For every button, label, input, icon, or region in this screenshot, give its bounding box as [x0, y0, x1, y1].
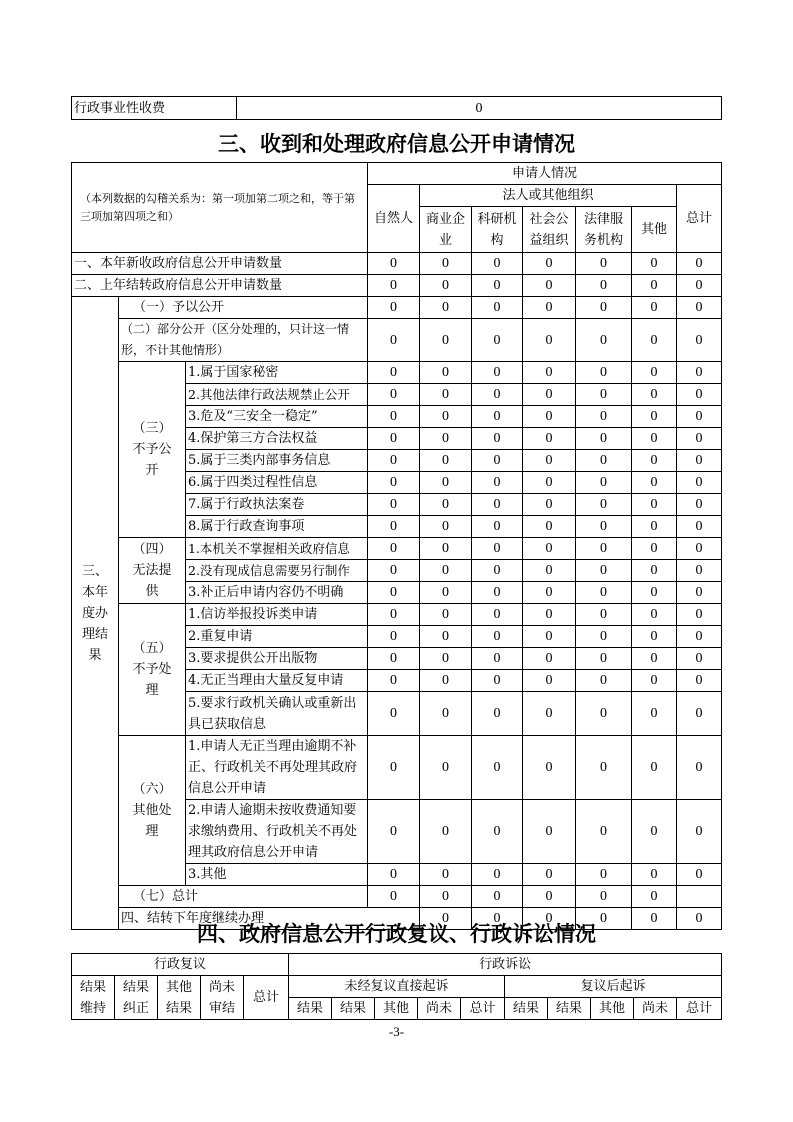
row-label: 6.属于四类过程性信息 [186, 472, 368, 494]
cell: 0 [420, 516, 472, 538]
row-label: 4.保护第三方合法权益 [186, 428, 368, 450]
cell: 0 [472, 864, 523, 886]
cell: 0 [523, 604, 576, 626]
cell: 0 [632, 472, 677, 494]
row-label: 1.属于国家秘密 [186, 362, 368, 384]
cell: 0 [472, 275, 523, 297]
cell: 0 [523, 362, 576, 384]
lit-col: 结果 [548, 998, 591, 1020]
fee-value: 0 [237, 97, 722, 120]
cell: 0 [420, 736, 472, 800]
cell: 0 [420, 362, 472, 384]
table-row [72, 736, 722, 800]
cell: 0 [632, 297, 677, 319]
row-label: 3.危及“三安全一稳定” [186, 406, 368, 428]
cell: 0 [368, 297, 420, 319]
cell: 0 [472, 908, 523, 930]
cell: 0 [677, 428, 722, 450]
cell: 0 [576, 428, 632, 450]
direct-suit-header: 未经复议直接起诉 [289, 976, 505, 998]
cell: 0 [677, 384, 722, 406]
legal-entity-header: 法人或其他组织 [420, 185, 677, 207]
cell: 0 [368, 692, 420, 736]
cell: 0 [368, 886, 420, 908]
cell: 0 [420, 428, 472, 450]
cell: 0 [472, 472, 523, 494]
cell: 0 [420, 319, 472, 362]
cell: 0 [576, 692, 632, 736]
cell: 0 [420, 450, 472, 472]
cell: 0 [523, 908, 576, 930]
row-label: （二）部分公开（区分处理的，只计这一情形，不计其他情形） [119, 319, 368, 362]
cell: 0 [420, 406, 472, 428]
cell: 0 [368, 582, 420, 604]
table-row [72, 275, 722, 297]
cell: 0 [677, 560, 722, 582]
cell: 0 [368, 670, 420, 692]
table-row [72, 604, 722, 626]
cell: 0 [632, 384, 677, 406]
row-label: 3.补正后申请内容仍不明确 [186, 582, 368, 604]
cell: 0 [632, 800, 677, 864]
cell: 0 [677, 494, 722, 516]
other-header: 其他 [632, 207, 677, 253]
row-label: 4.无正当理由大量反复申请 [186, 670, 368, 692]
cell: 0 [472, 538, 523, 560]
after-review-header: 复议后起诉 [505, 976, 722, 998]
row-label: 1.申请人无正当理由逾期不补正、行政机关不再处理其政府信息公开申请 [186, 736, 368, 800]
cell: 0 [472, 886, 523, 908]
cell: 0 [472, 253, 523, 275]
cell: 0 [472, 516, 523, 538]
cell: 0 [368, 648, 420, 670]
cell: 0 [472, 494, 523, 516]
cell: 0 [523, 864, 576, 886]
cell: 0 [677, 538, 722, 560]
cell: 0 [368, 450, 420, 472]
cell: 0 [472, 450, 523, 472]
row-label: 1.本机关不掌握相关政府信息 [186, 538, 368, 560]
litigation-header: 行政诉讼 [289, 954, 722, 976]
lit-col: 结果 [289, 998, 332, 1020]
cell: 0 [677, 908, 722, 930]
cell: 0 [677, 626, 722, 648]
row-label: （一）予以公开 [119, 297, 368, 319]
cell: 0 [576, 560, 632, 582]
review-col: 结果维持 [72, 976, 115, 1020]
cell: 0 [420, 472, 472, 494]
row-label: 5.属于三类内部事务信息 [186, 450, 368, 472]
cell: 0 [576, 736, 632, 800]
cell: 0 [420, 648, 472, 670]
results-label: 三、本年度办理结果 [72, 297, 119, 930]
cell: 0 [368, 800, 420, 864]
cell: 0 [576, 886, 632, 908]
page-number: -3- [388, 1024, 405, 1039]
cell: 0 [523, 692, 576, 736]
table-note: （本列数据的勾稽关系为：第一项加第二项之和，等于第三项加第四项之和） [72, 163, 368, 253]
cell: 0 [677, 736, 722, 800]
cell: 0 [632, 626, 677, 648]
fee-table [71, 96, 722, 120]
cell: 0 [523, 736, 576, 800]
cell: 0 [523, 450, 576, 472]
cell: 0 [632, 253, 677, 275]
cell: 0 [368, 362, 420, 384]
cell: 0 [632, 450, 677, 472]
review-col: 其他结果 [158, 976, 201, 1020]
cell: 0 [472, 604, 523, 626]
cell: 0 [368, 604, 420, 626]
cell: 0 [420, 582, 472, 604]
group-label: （五）不予处理 [119, 604, 186, 736]
cell: 0 [523, 538, 576, 560]
section4-title: 四、政府信息公开行政复议、行政诉讼情况 [197, 922, 596, 946]
cell: 0 [632, 362, 677, 384]
cell: 0 [523, 670, 576, 692]
lit-col: 尚未 [634, 998, 677, 1020]
row-label: 8.属于行政查询事项 [186, 516, 368, 538]
cell: 0 [677, 406, 722, 428]
cell: 0 [523, 800, 576, 864]
cell: 0 [632, 406, 677, 428]
cell: 0 [576, 494, 632, 516]
lit-col: 其他 [591, 998, 634, 1020]
cell: 0 [472, 560, 523, 582]
natural-person-header: 自然人 [368, 185, 420, 253]
lit-col: 尚未 [418, 998, 461, 1020]
cell: 0 [677, 648, 722, 670]
cell: 0 [420, 864, 472, 886]
cell: 0 [368, 864, 420, 886]
table-row [72, 362, 722, 384]
cell: 0 [368, 319, 420, 362]
cell: 0 [632, 886, 677, 908]
table-row [72, 253, 722, 275]
cell: 0 [420, 626, 472, 648]
cell: 0 [420, 886, 472, 908]
row-label: 一、本年新收政府信息公开申请数量 [72, 253, 368, 275]
table-row [72, 297, 722, 319]
cell: 0 [472, 406, 523, 428]
cell: 0 [677, 253, 722, 275]
review-col: 尚未审结 [201, 976, 244, 1020]
cell: 0 [576, 800, 632, 864]
cell: 0 [677, 670, 722, 692]
cell: 0 [523, 494, 576, 516]
cell: 0 [420, 297, 472, 319]
total-header: 总计 [677, 185, 722, 253]
section3-title: 三、收到和处理政府信息公开申请情况 [218, 132, 575, 156]
cell: 0 [523, 582, 576, 604]
cell: 0 [576, 472, 632, 494]
cell: 0 [632, 604, 677, 626]
cell: 0 [632, 670, 677, 692]
cell: 0 [368, 560, 420, 582]
review-col: 结果纠正 [115, 976, 158, 1020]
cell: 0 [523, 275, 576, 297]
cell: 0 [420, 604, 472, 626]
cell: 0 [368, 275, 420, 297]
cell: 0 [576, 670, 632, 692]
cell: 0 [472, 670, 523, 692]
cell: 0 [677, 692, 722, 736]
cell: 0 [368, 736, 420, 800]
row-label: 2.其他法律行政法规禁止公开 [186, 384, 368, 406]
review-header: 行政复议 [72, 954, 289, 976]
legal-service-header: 法律服务机构 [576, 207, 632, 253]
cell: 0 [632, 736, 677, 800]
cell: 0 [677, 864, 722, 886]
cell: 0 [523, 406, 576, 428]
lit-col: 其他 [375, 998, 418, 1020]
applicant-header: 申请人情况 [368, 163, 722, 185]
cell: 0 [576, 297, 632, 319]
cell: 0 [472, 384, 523, 406]
cell: 0 [632, 692, 677, 736]
cell: 0 [420, 692, 472, 736]
table-row [72, 538, 722, 560]
row-label: 7.属于行政执法案卷 [186, 494, 368, 516]
cell: 0 [576, 384, 632, 406]
cell: 0 [472, 297, 523, 319]
cell: 0 [523, 648, 576, 670]
cell: 0 [472, 319, 523, 362]
cell: 0 [420, 670, 472, 692]
lit-col: 结果 [505, 998, 548, 1020]
row-label: 3.其他 [186, 864, 368, 886]
table-row [72, 886, 722, 908]
row-label: 四、结转下年度继续办理 [119, 908, 420, 930]
lit-col: 结果 [332, 998, 375, 1020]
cell: 0 [523, 886, 576, 908]
cell: 0 [420, 494, 472, 516]
cell: 0 [472, 800, 523, 864]
cell: 0 [368, 494, 420, 516]
cell: 0 [523, 472, 576, 494]
cell: 0 [677, 516, 722, 538]
cell: 0 [632, 494, 677, 516]
cell: 0 [632, 582, 677, 604]
group-label: （六）其他处理 [119, 736, 186, 886]
table-row [72, 319, 722, 362]
review-litigation-table [71, 953, 722, 1020]
row-label: 5.要求行政机关确认或重新出具已获取信息 [186, 692, 368, 736]
social-header: 社会公益组织 [523, 207, 576, 253]
cell: 0 [677, 275, 722, 297]
cell: 0 [523, 516, 576, 538]
cell: 0 [368, 516, 420, 538]
cell: 0 [632, 560, 677, 582]
cell: 0 [368, 538, 420, 560]
cell: 0 [632, 516, 677, 538]
cell: 0 [576, 604, 632, 626]
cell: 0 [523, 297, 576, 319]
cell: 0 [677, 582, 722, 604]
row-label: 2.没有现成信息需要另行制作 [186, 560, 368, 582]
cell: 0 [576, 362, 632, 384]
cell: 0 [368, 406, 420, 428]
lit-col: 总计 [677, 998, 722, 1020]
cell: 0 [576, 319, 632, 362]
cell: 0 [420, 800, 472, 864]
cell: 0 [632, 538, 677, 560]
cell: 0 [472, 362, 523, 384]
row-label: 3.要求提供公开出版物 [186, 648, 368, 670]
cell: 0 [576, 406, 632, 428]
row-label: 2.申请人逾期未按收费通知要求缴纳费用、行政机关不再处理其政府信息公开申请 [186, 800, 368, 864]
cell: 0 [677, 800, 722, 864]
cell: 0 [420, 908, 472, 930]
cell: 0 [472, 428, 523, 450]
cell: 0 [368, 253, 420, 275]
cell: 0 [523, 560, 576, 582]
cell: 0 [632, 428, 677, 450]
applications-table [71, 162, 722, 930]
cell: 0 [576, 582, 632, 604]
cell: 0 [677, 472, 722, 494]
cell: 0 [632, 319, 677, 362]
cell: 0 [576, 516, 632, 538]
lit-col: 总计 [461, 998, 505, 1020]
fee-label: 行政事业性收费 [72, 97, 237, 120]
cell: 0 [368, 428, 420, 450]
row-label: 1.信访举报投诉类申请 [186, 604, 368, 626]
cell: 0 [677, 297, 722, 319]
cell: 0 [677, 319, 722, 362]
cell: 0 [472, 582, 523, 604]
row-label: 2.重复申请 [186, 626, 368, 648]
research-header: 科研机构 [472, 207, 523, 253]
cell: 0 [368, 626, 420, 648]
cell: 0 [576, 450, 632, 472]
cell: 0 [632, 648, 677, 670]
cell: 0 [472, 626, 523, 648]
cell: 0 [523, 626, 576, 648]
cell: 0 [523, 319, 576, 362]
cell: 0 [420, 384, 472, 406]
cell: 0 [472, 736, 523, 800]
commercial-header: 商业企业 [420, 207, 472, 253]
cell: 0 [472, 692, 523, 736]
row-label: 二、上年结转政府信息公开申请数量 [72, 275, 368, 297]
cell: 0 [576, 626, 632, 648]
review-col: 总计 [244, 976, 289, 1020]
cell: 0 [523, 428, 576, 450]
cell: 0 [420, 560, 472, 582]
cell: 0 [576, 275, 632, 297]
cell: 0 [420, 275, 472, 297]
cell: 0 [576, 648, 632, 670]
cell: 0 [523, 384, 576, 406]
cell: 0 [677, 362, 722, 384]
cell: 0 [677, 604, 722, 626]
cell: 0 [576, 538, 632, 560]
group-label: （三）不予公开 [119, 362, 186, 538]
group-label: （四）无法提供 [119, 538, 186, 604]
cell: 0 [576, 864, 632, 886]
cell: 0 [368, 472, 420, 494]
row-label: （七）总计 [119, 886, 368, 908]
cell: 0 [576, 253, 632, 275]
cell: 0 [420, 538, 472, 560]
cell: 0 [677, 450, 722, 472]
cell: 0 [632, 864, 677, 886]
cell: 0 [368, 384, 420, 406]
cell: 0 [420, 253, 472, 275]
cell: 0 [523, 253, 576, 275]
cell: 0 [472, 648, 523, 670]
cell: 0 [632, 908, 677, 930]
cell: 0 [632, 275, 677, 297]
cell [677, 886, 722, 908]
cell: 0 [576, 908, 632, 930]
